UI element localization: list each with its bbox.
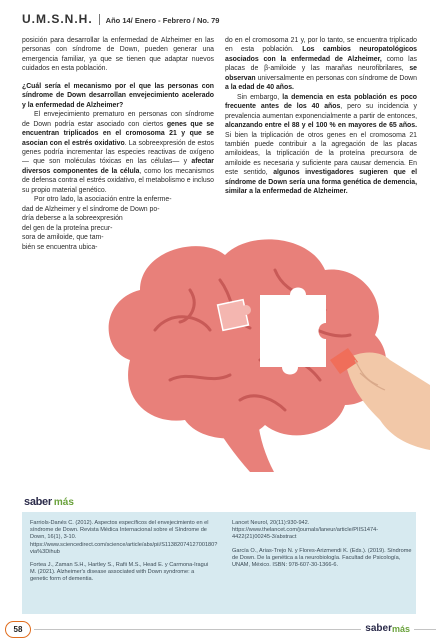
reference-item: Fortea J., Zaman S.H., Hartley S., Rafii M.S., Head E. y Carmona-Iragui M. (2021). Alzheimer's disease associated with Down syndrome: a genetic form of dementia. [30, 562, 209, 583]
brain-puzzle-illustration [60, 210, 430, 480]
reference-item: Lancet Neurol, 20(11):930-942. https://www.thelancet.com/journals/laneur/article/PIIS1474-4422(21)00245-3/abstract [232, 520, 379, 541]
right-column [225, 36, 417, 197]
reference-item: Farriols-Danés C. (2012). Aspectos específicos del envejecimiento en el síndrome de Down. Revista Médica Internacional sobre el Síndrome de Down, 16(1), 3-10. https://www.sciencedirect.com/science/article/abs/pii/S1138207412700180?via%3Dihub [30, 520, 218, 555]
references-box [22, 512, 416, 614]
references-right [232, 520, 412, 575]
paragraph-line: del gen de la proteína precur- [22, 224, 113, 232]
paragraph: Sin embargo, la demencia en esta población es poco frecuente antes de los 40 años, pero su incidencia y prevalencia aumentan exponencialmente a partir de entonces, alcanzando entre el 88 y el 100 % en mayores de 65 años. Si bien la triplicación de otros genes en el cromosoma 21 también puede contribuir a la agregación de las placas amiloideas, la triplicación de la proteína precursora de amiloide es necesaria y suficiente para causar demencia. En este sentido, algunos investigadores sugieren que el síndrome de Down sería una forma genética de demencia, similar a la enfermedad de Alzheimer. [225, 93, 417, 196]
journal-name: U.M.S.N.H. [22, 12, 93, 26]
paragraph-line: Por otro lado, la asociación entre la enferme- [34, 196, 172, 204]
references-left [30, 520, 218, 590]
header-divider [99, 14, 100, 25]
page-footer [0, 620, 436, 640]
page-number: 58 [5, 621, 31, 638]
paragraph: do en el cromosoma 21 y, por lo tanto, se encuentra triplicado en esta población. Los cambios neuropatológicos asociados con la enfermedad de Alzheimer, como las placas de β-amiloide y las marañas neurofibrilares, se observan universalmente en personas con síndrome de Down a la edad de 40 años. [225, 37, 417, 92]
paragraph-line: bién se encuentra ubica- [22, 243, 98, 251]
sabermas-logo: saber más [24, 496, 74, 508]
issue-info: Año 14/ Enero - Febrero / No. 79 [105, 16, 220, 25]
reference-item: García O., Arias-Trejo N. y Flores-Arizmendi K. (Eds.). (2019). Síndrome de Down. De la genética a la neurobiología. Facultad de Psicología, UNAM, México. ISBN: 978-607-30-1366-6. [232, 547, 412, 569]
paragraph-line: sora de amiloide, que tam- [22, 234, 104, 242]
paragraph: El envejecimiento prematuro en personas con síndrome de Down podría estar asociado con ciertos genes que se encuentran triplicados en el cromosoma 21 y que se asocian con el estrés oxidativo. La sobreexpresión de estos genes podría incrementar las especies reactivas de oxígeno — que son moléculas tóxicas en las células— y afectar diversos componentes de la célula, como los mecanismos de defensa contra el estrés oxidativo, el metabolismo e incluso su propio material genético. [22, 111, 214, 194]
footer-logo: saber más [361, 623, 414, 634]
section-question: ¿Cuál sería el mecanismo por el que las personas con síndrome de Down desarrollan envejecimiento acelerado y la enfermedad de Alzheimer? [22, 82, 214, 109]
page-header [22, 12, 219, 26]
paragraph-line: dad de Alzheimer y el síndrome de Down po- [22, 205, 160, 213]
paragraph-line: dría deberse a la sobreexpresión [22, 215, 123, 223]
paragraph: posición para desarrollar la enfermedad de Alzheimer en las personas con síndrome de Down, pueden generar una emergencia familiar, ya que se tienen que adaptar nuevos cuidados en esta población. [22, 37, 214, 73]
